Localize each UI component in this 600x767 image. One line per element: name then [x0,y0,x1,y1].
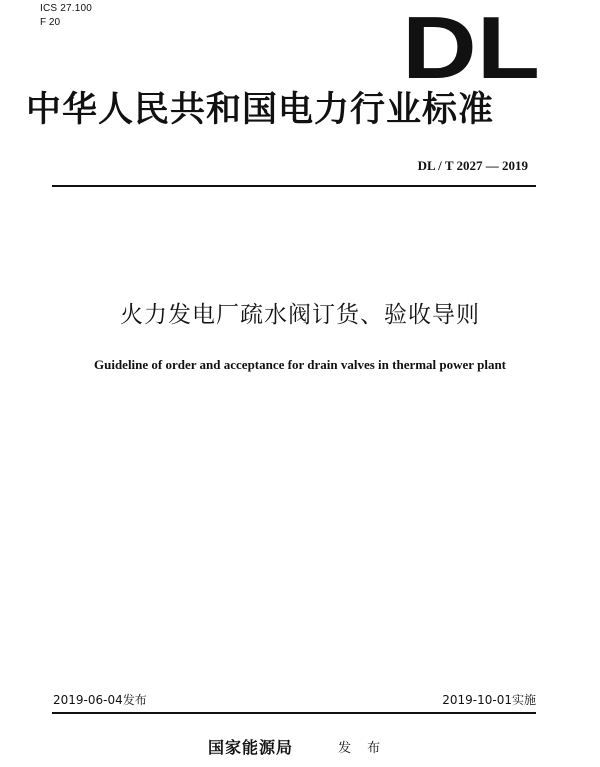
standard-number: DL / T 2027 — 2019 [417,158,528,173]
ics-code: ICS 27.100 [40,3,93,14]
dl-logo-mark [402,6,542,86]
dl-logo [402,6,542,86]
ccs-code: F 20 [40,17,61,28]
issue-date: 2019-06-04发布 [53,693,147,707]
document-title-en: Guideline of order and acceptance for drain valves in thermal power plant [93,357,506,372]
implementation-date: 2019-10-01实施 [442,693,536,707]
standard-category-title: 中华人民共和国电力行业标准 [26,89,495,130]
dl-logo-text: DL [402,6,540,86]
publisher-name: 国家能源局 [208,738,294,757]
publish-label: 发 布 [338,741,387,756]
footer-divider [52,712,536,714]
header-divider [52,185,536,187]
document-title-cn: 火力发电厂疏水阀订货、验收导则 [120,302,480,328]
